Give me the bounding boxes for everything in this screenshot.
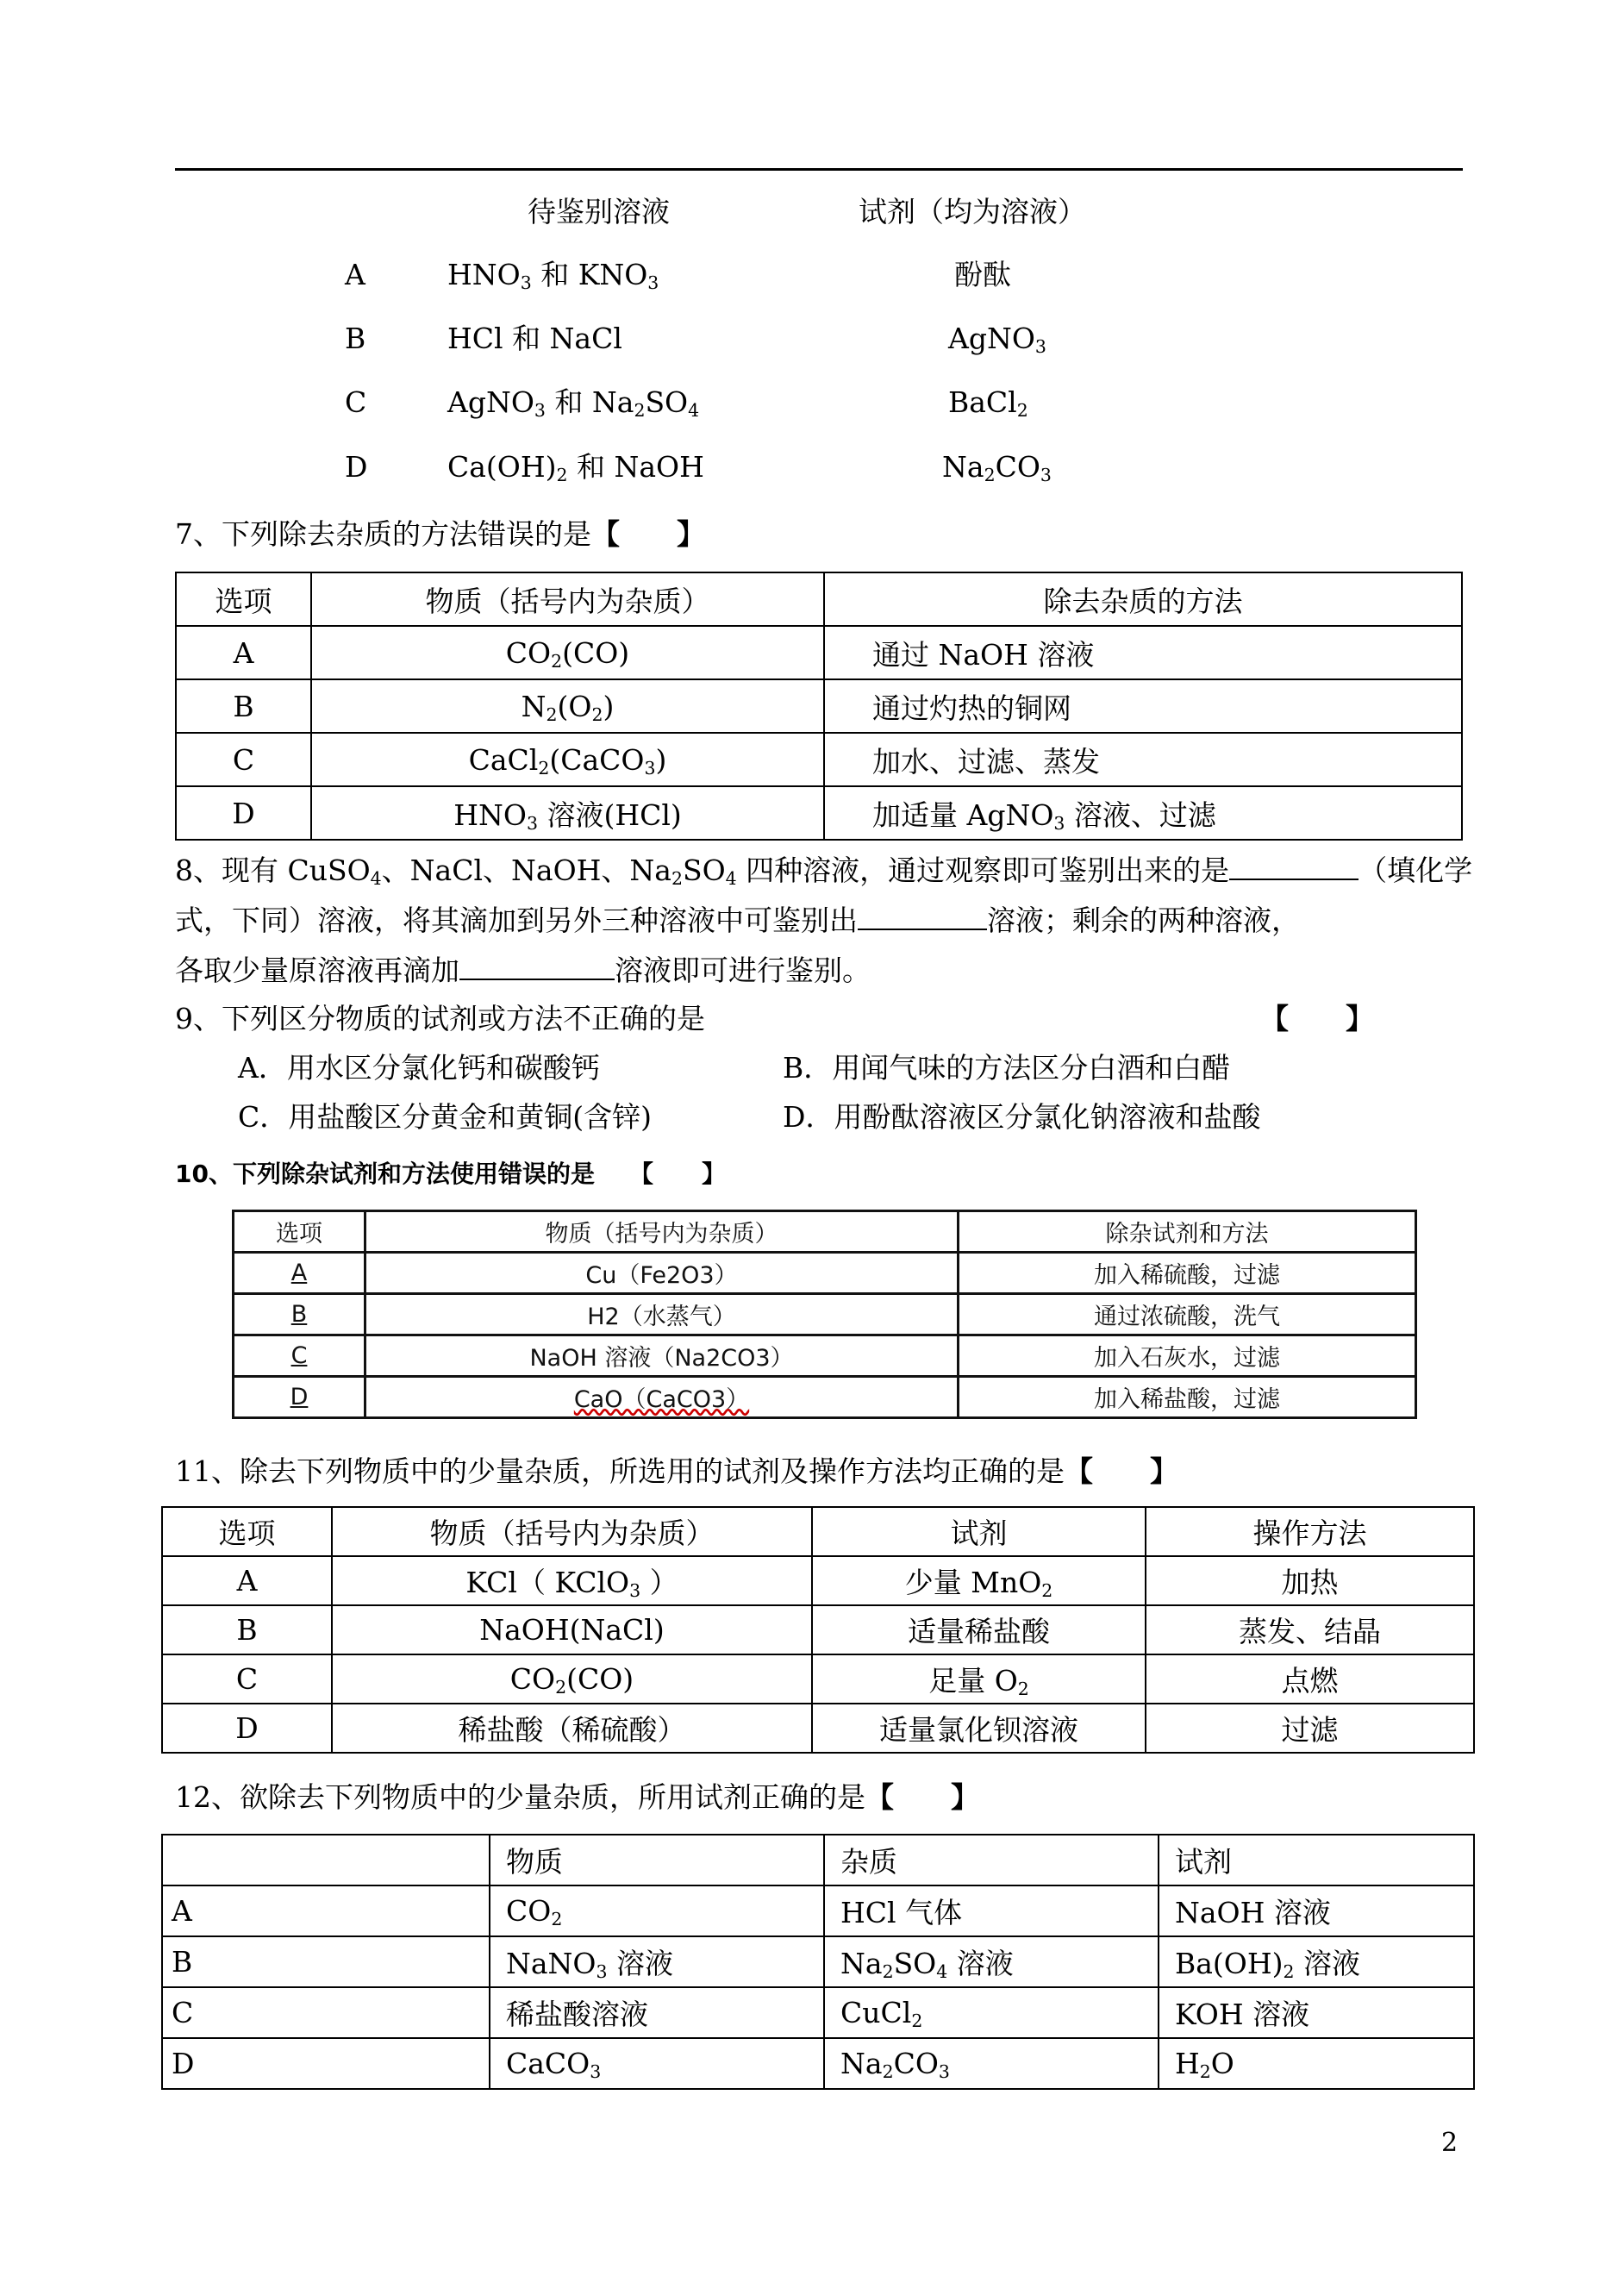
q7-answer-bracket: 【 】 [591, 517, 705, 551]
table-header-cell: 杂质 [824, 1835, 1159, 1885]
q8-text: （填化学 [1359, 854, 1473, 887]
q6-row-reagent: $Na_2CO_3$ [942, 450, 1052, 486]
table-cell [365, 1377, 959, 1418]
table-cell: 加入稀硫酸，过滤 [959, 1253, 1416, 1294]
table-cell: 点燃 [1146, 1654, 1474, 1704]
table-cell: $CO_2(CO)$ [332, 1654, 812, 1704]
table-cell: 通过 NaOH 溶液 [824, 626, 1462, 679]
table-row [162, 2038, 1474, 2089]
table-cell: B [162, 1936, 490, 1987]
table-cell: CuCl$_2$ [824, 1987, 1159, 2038]
q10-answer-bracket: 【 】 [628, 1160, 726, 1188]
table-cell: D [176, 786, 311, 840]
table-cell: $H_2O$ [1159, 2038, 1474, 2089]
table-cell: 适量稀盐酸 [812, 1605, 1146, 1654]
table-cell: Cu（Fe2O3） [365, 1253, 959, 1294]
table-cell: 加水、过滤、蒸发 [824, 733, 1462, 786]
table-header-cell: 试剂 [1159, 1835, 1474, 1885]
table-header-row [234, 1211, 1416, 1253]
table-cell: B [162, 1605, 332, 1654]
q8-line-3 [175, 949, 871, 991]
table-header-cell: 除去杂质的方法 [824, 572, 1462, 626]
table-header-cell: 试剂 [812, 1507, 1146, 1556]
q10-table [232, 1210, 1417, 1419]
q6-row-label: D [345, 450, 368, 484]
q8-line-1 [175, 849, 1472, 891]
q8-blank-2[interactable] [858, 899, 987, 930]
table-cell: A [162, 1556, 332, 1605]
table-cell: D [162, 2038, 490, 2089]
table-row [162, 1605, 1474, 1654]
table-header-cell: 操作方法 [1146, 1507, 1474, 1556]
q12-question-text: 12、欲除去下列物质中的少量杂质，所用试剂正确的是 [175, 1780, 865, 1814]
table-row [162, 1885, 1474, 1936]
table-cell: 加适量 AgNO$_3$ 溶液、过滤 [824, 786, 1462, 840]
table-row [162, 1556, 1474, 1605]
q6-row-label: A [345, 258, 365, 291]
table-cell: 稀盐酸（稀硫酸） [332, 1704, 812, 1753]
q6-row-reagent: 酚酞 [954, 258, 1011, 291]
table-cell: C [234, 1335, 365, 1377]
table-cell: A [176, 626, 311, 679]
table-cell: NaNO$_3$ 溶液 [490, 1936, 824, 1987]
q6-row-solution: $HNO_3$ 和 $KNO_3$ [447, 258, 659, 294]
q9-option-d[interactable]: D．用酚酞溶液区分氯化钠溶液和盐酸 [783, 1100, 1261, 1134]
q12-answer-bracket: 【 】 [865, 1780, 979, 1814]
table-header-cell: 物质（括号内为杂质） [365, 1211, 959, 1253]
q6-header-solution: 待鉴别溶液 [528, 195, 670, 228]
table-cell: KCl（ KClO$_3$ ） [332, 1556, 812, 1605]
q9-option-c[interactable]: C．用盐酸区分黄金和黄铜(含锌) [238, 1100, 652, 1134]
table-cell: NaOH 溶液（Na2CO3） [365, 1335, 959, 1377]
table-cell: 少量 MnO$_2$ [812, 1556, 1146, 1605]
table-cell-text: CaO（CaCO3） [573, 1386, 750, 1413]
table-row [234, 1253, 1416, 1294]
table-cell: 足量 $O_2$ [812, 1654, 1146, 1704]
q12-question [175, 1777, 979, 1818]
q8-text: 各取少量原溶液再滴加 [175, 954, 459, 987]
table-cell: 通过灼热的铜网 [824, 679, 1462, 733]
table-cell: B [176, 679, 311, 733]
table-cell: 稀盐酸溶液 [490, 1987, 824, 2038]
table-cell: 加热 [1146, 1556, 1474, 1605]
q9-option-b[interactable]: B．用闻气味的方法区分白酒和白醋 [783, 1051, 1231, 1085]
table-cell: KOH 溶液 [1159, 1987, 1474, 2038]
table-cell: 过滤 [1146, 1704, 1474, 1753]
table-cell: 加入石灰水，过滤 [959, 1335, 1416, 1377]
q9-question: 9、下列区分物质的试剂或方法不正确的是 [175, 1002, 705, 1035]
table-row [176, 679, 1462, 733]
q7-question-text: 7、下列除去杂质的方法错误的是 [175, 517, 591, 551]
header-rule [175, 168, 1463, 171]
table-header-cell [162, 1835, 490, 1885]
table-cell: CaCl$_2$(CaCO$_3$) [311, 733, 824, 786]
table-cell: C [162, 1654, 332, 1704]
table-cell: NaOH 溶液 [1159, 1885, 1474, 1936]
table-cell: 蒸发、结晶 [1146, 1605, 1474, 1654]
table-cell: D [162, 1704, 332, 1753]
q11-question [175, 1451, 1178, 1492]
table-cell: C [176, 733, 311, 786]
table-header-cell: 物质（括号内为杂质） [332, 1507, 812, 1556]
q8-text: 8、现有 CuSO$_4$、NaCl、NaOH、$Na_2SO_4$ 四种溶液，通过观察即可鉴别出来的是 [175, 854, 1230, 890]
q7-table [175, 572, 1463, 841]
table-cell: 加入稀盐酸，过滤 [959, 1377, 1416, 1418]
table-cell: $Na_2CO_3$ [824, 2038, 1159, 2089]
table-row [162, 1654, 1474, 1704]
table-header-row [162, 1835, 1474, 1885]
table-row [234, 1377, 1416, 1418]
q10-question [175, 1157, 726, 1191]
table-cell: HCl 气体 [824, 1885, 1159, 1936]
q8-line-2 [175, 899, 1300, 941]
table-header-cell: 选项 [162, 1507, 332, 1556]
q9-option-a[interactable]: A．用水区分氯化钙和碳酸钙 [238, 1051, 600, 1085]
table-cell: C [162, 1987, 490, 2038]
table-header-row [176, 572, 1462, 626]
table-cell: CaCO$_3$ [490, 2038, 824, 2089]
table-row [176, 733, 1462, 786]
table-header-cell: 选项 [234, 1211, 365, 1253]
q10-question-text: 10、下列除杂试剂和方法使用错误的是 [175, 1160, 595, 1188]
table-header-cell: 物质（括号内为杂质） [311, 572, 824, 626]
table-row [162, 1936, 1474, 1987]
table-row [176, 786, 1462, 840]
q6-row-solution: AgNO$_3$ 和 $Na_2SO_4$ [447, 385, 700, 422]
q6-row-solution: $Ca(OH)_2$ 和 NaOH [447, 450, 704, 486]
q6-row-reagent: AgNO$_3$ [948, 322, 1046, 358]
q11-question-text: 11、除去下列物质中的少量杂质，所选用的试剂及操作方法均正确的是 [175, 1454, 1065, 1488]
q6-row-label: C [345, 385, 367, 419]
table-cell: A [234, 1253, 365, 1294]
table-cell: $N_2(O_2)$ [311, 679, 824, 733]
table-row [162, 1704, 1474, 1753]
table-cell: $HNO_3$ 溶液(HCl) [311, 786, 824, 840]
table-cell: A [162, 1885, 490, 1936]
table-cell: 适量氯化钡溶液 [812, 1704, 1146, 1753]
q9-answer-bracket: 【 】 [1260, 1002, 1374, 1035]
table-row [234, 1294, 1416, 1335]
table-header-cell: 选项 [176, 572, 311, 626]
q11-table [161, 1506, 1475, 1754]
table-cell: D [234, 1377, 365, 1418]
q6-row-solution: HCl 和 NaCl [447, 322, 622, 355]
q11-answer-bracket: 【 】 [1065, 1454, 1178, 1488]
q8-blank-3[interactable] [459, 949, 615, 980]
table-header-cell: 物质 [490, 1835, 824, 1885]
q7-question [175, 514, 705, 555]
table-cell: B [234, 1294, 365, 1335]
q12-table [161, 1834, 1475, 2090]
table-cell: $Ba(OH)_2$ 溶液 [1159, 1936, 1474, 1987]
table-row [176, 626, 1462, 679]
table-cell: $CO_2(CO)$ [311, 626, 824, 679]
q6-row-reagent: BaCl$_2$ [948, 385, 1028, 422]
q8-text: 溶液即可进行鉴别。 [615, 954, 871, 987]
page-number: 2 [1441, 2128, 1458, 2158]
q6-header-reagent: 试剂（均为溶液） [859, 195, 1086, 228]
table-cell: 通过浓硫酸，洗气 [959, 1294, 1416, 1335]
table-row [162, 1987, 1474, 2038]
q8-text: 式，下同）溶液，将其滴加到另外三种溶液中可鉴别出 [175, 904, 858, 937]
table-cell: $Na_2SO_4$ 溶液 [824, 1936, 1159, 1987]
table-cell: $CO_2$ [490, 1885, 824, 1936]
table-header-row [162, 1507, 1474, 1556]
q8-blank-1[interactable] [1229, 849, 1359, 880]
q6-row-label: B [345, 322, 366, 355]
table-header-cell: 除杂试剂和方法 [959, 1211, 1416, 1253]
table-cell: H2（水蒸气） [365, 1294, 959, 1335]
table-cell: NaOH(NaCl) [332, 1605, 812, 1654]
q8-text: 溶液；剩余的两种溶液， [987, 904, 1300, 937]
table-row [234, 1335, 1416, 1377]
